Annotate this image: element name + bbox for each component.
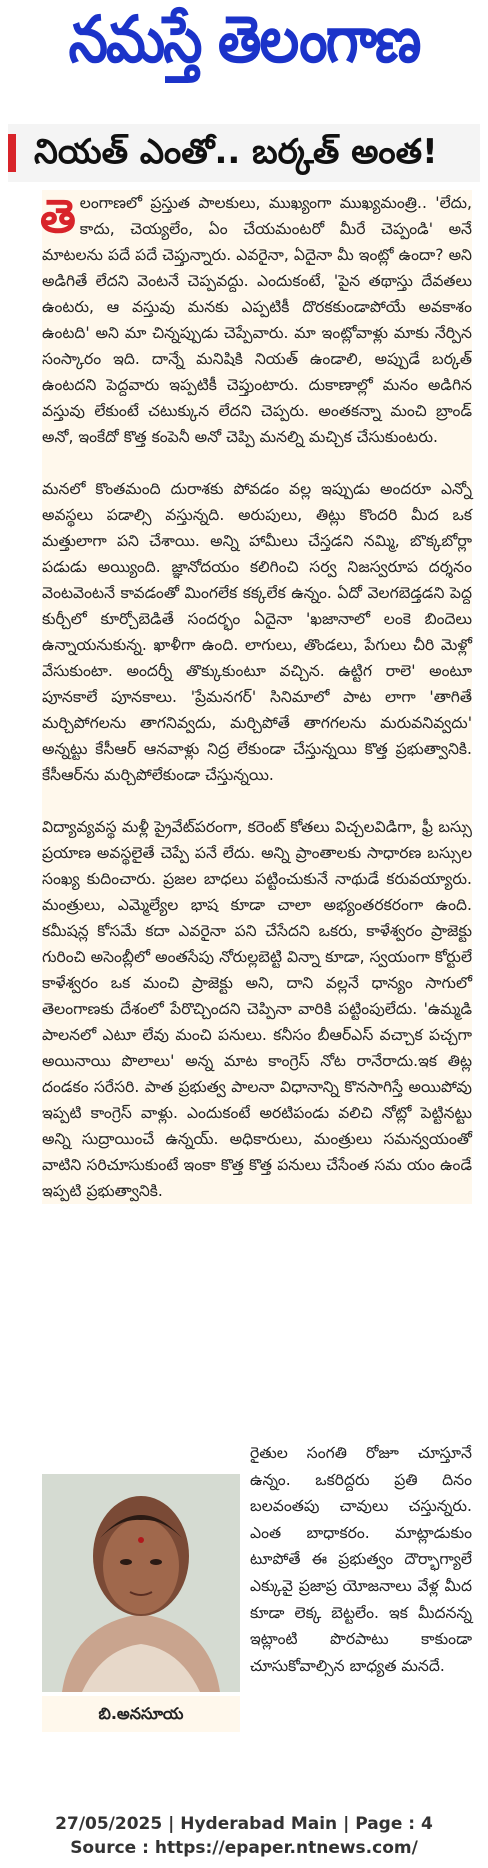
drop-cap: తె [40,189,76,243]
author-name: బి.అనసూయ [42,1696,240,1732]
paragraph-2: మనలో కొంతమంది దురాశకు పోవడం వల్ల ఇప్పుడు అందరూ ఎన్నో అవస్థలు పడాల్సి వస్తున్నది. అరుపులు, తిట్లు కొందరి మీద ఒక మత్తులాగా పని చేశాయి. అన్ని హామీలు చేస్తడని నమ్మి, బొక్కబోర్లా పడుడు అయ్యింది. జ్ఞానోదయం కలిగించి సర్వ నిజస్వరూప దర్శనం వెంటవెంటనే కావడంతో మింగలేక కక్కలేక ఉన్నం. ఏదో వెలగబెడ్తడని పెద్ద కుర్చీలో కూర్చోబెడితే సందర్భం ఏదైనా 'ఖజానాలో లంకె బిందెలు ఉన్నాయనుకున్న. ఖాళీగా ఉంది. లాగులు, తొండలు, పేగులు చీరి మెళ్లో వేసుకుంటా. అందర్నీ తొక్కుకుంటూ వచ్చిన. ఉట్టిగ రాలె' అంటూ పూనకాలే పూనకాలు. 'ప్రేమనగర్' సినిమాలో పాట లాగా 'తాగితే మర్చిపోగలను తాగనివ్వదు, మర్చిపోతే తాగగలను మరువనివ్వదు' అన్నట్టు కేసీఆర్ ఆనవాళ్లు నిద్ర లేకుండా చేస్తున్నయి కొత్త ప్రభుత్వానికి. కేసీఆర్‌ను మర్చిపోలేకుండా చేస్తున్నయి. [42,480,472,784]
footer-date-edition: 27/05/2025 | Hyderabad Main | Page : 4 [55,1814,433,1834]
headline: నియత్ ఎంతో.. బర్కత్ అంత! [34,132,438,172]
article-side-column [250,1440,472,1679]
headline-accent-bar [8,134,16,172]
masthead [0,0,488,96]
paragraph-4: రైతుల సంగతి రోజూ చూస్తూనే ఉన్నం. ఒకరిద్దరు ప్రతి దినం బలవంతపు చావులు చస్తున్నరు. ఎంత బాధాకరం. మాట్లాడుకుం టూపోతే ఈ ప్రభుత్వం దౌర్భాగ్యాలే ఎక్కువై ప్రజాప్ర యోజనాలు వేళ్ల మీద కూడా లెక్క బెట్టలేం. ఇక మీదనన్న ఇట్లాంటి పొరపాటు కాకుండా చూసుకోవాల్సిన బాధ్యత మనదే. [250,1444,472,1675]
paragraph-1 [42,190,472,450]
footer [0,1812,488,1860]
paragraph-3: విద్యావ్యవస్థ మళ్లీ ప్రైవేట్‌పరంగా, కరెంట్ కోతలు విచ్చలవిడిగా, ఫ్రీ బస్సు ప్రయాణ అవస్థలైతే చెప్పే పనే లేదు. అన్ని ప్రాంతాలకు సాధారణ బస్సుల సంఖ్య కుదించారు. ప్రజల బాధలు పట్టించుకునే నాథుడే కరువయ్యారు. మంత్రులు, ఎమ్మెల్యేల భాష కూడా చాలా అభ్యంతరకరంగా ఉంది. కమీషన్ల కోసమే కదా ఎవరైనా పని చేసేదని ఒకరు, కాళేశ్వరం ప్రాజెక్టు గురించి అసెంబ్లీలో అంతసేపు నోరుల్లబెట్టి విన్నా కూడా, స్వయంగా కోర్టులే కాళేశ్వరం ఒక మంచి ప్రాజెక్టు అని, దాని వల్లనే ధాన్యం సాగులో తెలంగాణకు దేశంలో పేరొచ్చిందని చెప్పినా వారికి పట్టింపులేదు. 'ఉమ్మడి పాలనలో ఎటూ లేవు మంచి పనులు. కనీసం బీఆర్ఎస్ వచ్చాక పచ్చగా అయినాయి పొలాలు' అన్న మాట కాంగ్రెస్ నోట రానేరాదు.ఇక తిట్ల దండకం సరేసరి. పాత ప్రభుత్వ పాలనా విధానాన్ని కొనసాగిస్తే అయిపోవు ఇప్పటి కాంగ్రెస్ వాళ్లు. ఎందుకంటే అరటిపండు వలిచి నోట్లో పెట్టినట్టు అన్ని సుద్రాయించే ఉన్నయ్. అధికారులు, మంత్రులు సమన్వయంతో వాటిని సరిచూసుకుంటే ఇంకా కొత్త కొత్త పనులు చేసేంత సమ యం ఉండే ఇప్పటి ప్రభుత్వానికి. [42,818,472,1200]
masthead-title: నమస్తే తెలంగాణ [68,2,420,78]
footer-source: Source : https://epaper.ntnews.com/ [70,1838,418,1858]
article-body [42,190,472,1204]
headline-box [8,124,480,182]
author-portrait-icon [42,1474,240,1692]
author-photo [42,1474,240,1692]
paragraph-1-text: లంగాణలో ప్రస్తుత పాలకులు, ముఖ్యంగా ముఖ్యమంత్రి.. 'లేదు, కాదు, చెయ్యలేం, ఏం చేయమంటరో మీరే చెప్పండి' అనే మాటలను పదే పదే చెప్తున్నారు. ఎవరైనా, ఏదైనా మీ ఇంట్లో ఉందా? అని అడిగితే లేదని వెంటనే చెప్పవద్దు. ఎందుకంటే, 'పైన తథాస్తు దేవతలు ఉంటరు, ఆ వస్తువు మనకు ఎప్పటికీ దొరకకుండాపోయే అవకాశం ఉంటది' అని మా చిన్నప్పుడు చెప్పేవారు. మా ఇంట్లోవాళ్లు మాకు నేర్పిన సంస్కారం ఇది. దాన్నే మనిషికి నియత్ ఉండాలి, అప్పుడే బర్కత్ ఉంటదని పెద్దవారు ఇప్పటికీ చెప్తుంటారు. దుకాణాల్లో మనం అడిగిన వస్తువు లేకుంటే చటుక్కున లేదని చెప్పరు. అంతకన్నా మంచి బ్రాండ్ అనో, ఇంకేదో కొత్త కంపెనీ అనో చెప్పి మనల్ని మచ్చిక చేసుకుంటరు. [42,194,472,446]
